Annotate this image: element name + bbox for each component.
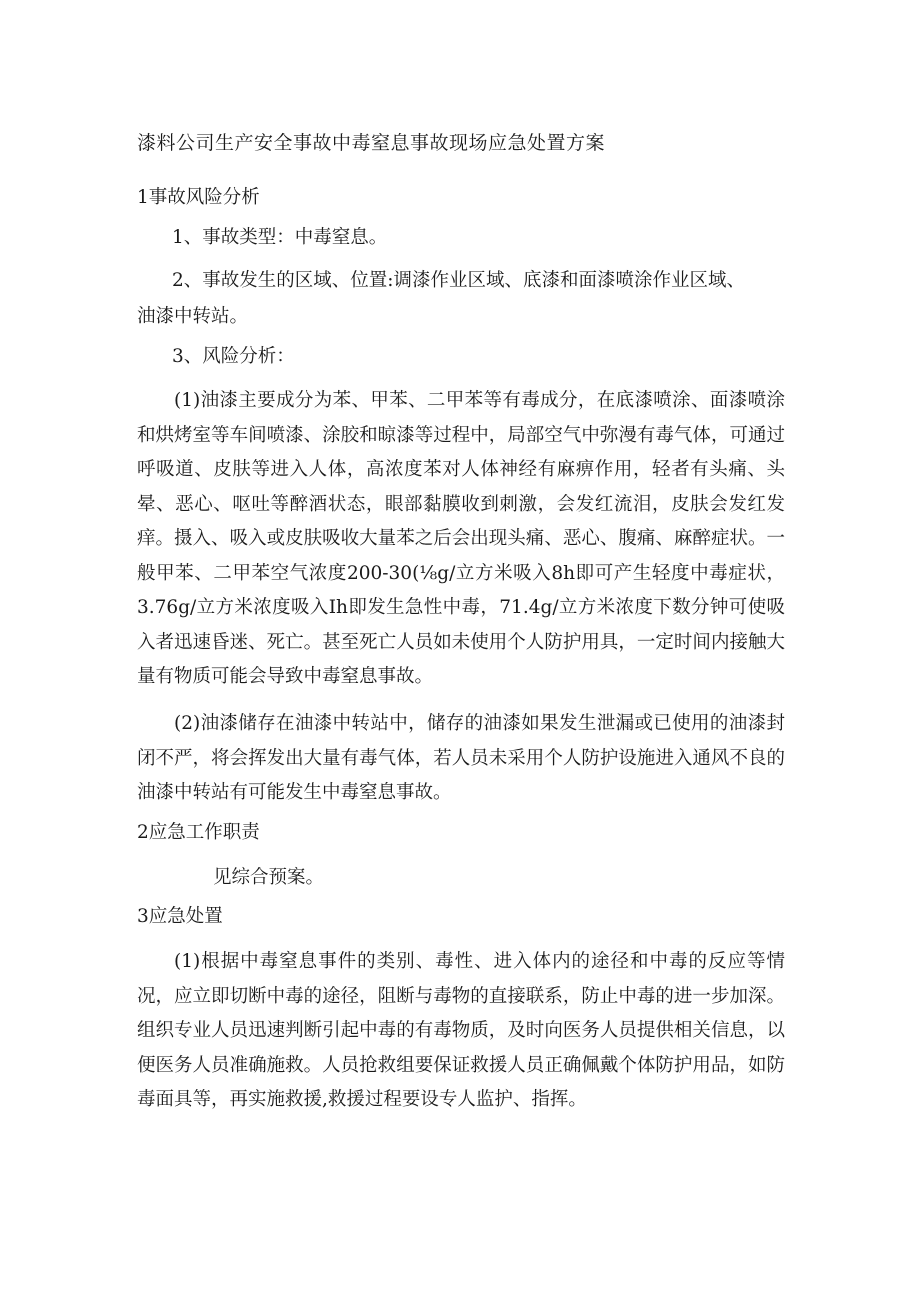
duties-body: 见综合预案。: [213, 867, 325, 888]
risk-paragraph-1: (1)油漆主要成分为苯、甲苯、二甲苯等有毒成分，在底漆喷涂、面漆喷涂和烘烤室等车间喷漆、涂胶和晾漆等过程中，局部空气中弥漫有毒气体，可通过呼吸道、皮肤等进入人体，高浓度苯对人体神经有麻痹作用，轻者有头痛、头晕、恶心、呕吐等醉酒状态，眼部黏膜收到刺激，会发红流泪，皮肤会发红发痒。摄入、吸入或皮肤吸收大量苯之后会出现头痛、恶心、腹痛、麻醉症状。一般甲苯、二甲苯空气浓度200-30(⅛g/立方米吸入8h即可产生轻度中毒症状，3.76g/立方米浓度吸入Ih即发生急性中毒，71.4g/立方米浓度下数分钟可使吸入者迅速昏迷、死亡。甚至死亡人员如未使用个人防护用具，一定时间内接触大量有物质可能会导致中毒窒息事故。: [137, 390, 785, 687]
document-title: 漆料公司生产安全事故中毒窒息事故现场应急处置方案: [137, 132, 606, 154]
section-heading-duties: 2应急工作职责: [137, 822, 260, 843]
section-heading-risk-analysis: 1事故风险分析: [137, 187, 260, 208]
response-paragraph-1: (1)根据中毒窒息事件的类别、毒性、进入体内的途径和中毒的反应等情况，应立即切断中毒的途径，阻断与毒物的直接联系，防止中毒的进一步加深。组织专业人员迅速判断引起中毒的有毒物质，及时向医务人员提供相关信息，以便医务人员准确施救。人员抢救组要保证救援人员正确佩戴个体防护用品，如防毒面具等，再实施救援,救援过程要设专人监护、指挥。: [137, 951, 785, 1110]
risk-paragraph-2: (2)油漆储存在油漆中转站中，储存的油漆如果发生泄漏或已使用的油漆封闭不严，将会挥发出大量有毒气体，若人员未采用个人防护设施进入通风不良的油漆中转站有可能发生中毒窒息事故。: [137, 713, 785, 803]
item-area-line1: 2、事故发生的区域、位置:调漆作业区域、底漆和面漆喷涂作业区域、: [172, 270, 746, 291]
item-area-line2: 油漆中转站。: [137, 306, 249, 327]
item-accident-type: 1、事故类型：中毒窒息。: [172, 227, 388, 248]
item-risk-analysis: 3、风险分析：: [172, 346, 295, 367]
section-heading-response: 3应急处置: [137, 906, 223, 927]
